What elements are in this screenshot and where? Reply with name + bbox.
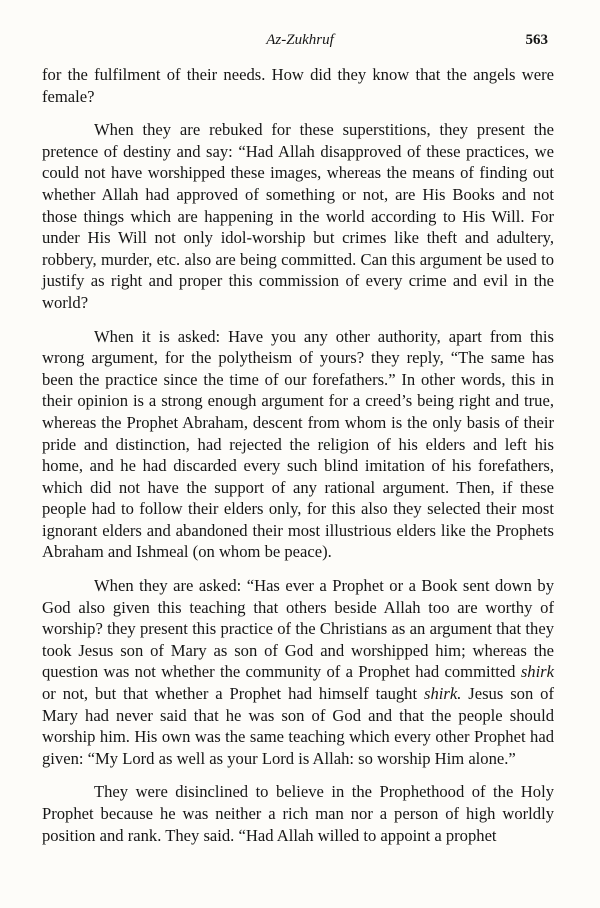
page-number: 563 — [525, 32, 548, 48]
paragraph-4-part-2: or not, but that whether a Prophet had himself taught — [42, 684, 425, 704]
term-shirk-2: shirk. — [424, 684, 462, 704]
paragraph-4-part-1: When they are asked: “Has ever a Prophet or a Book sent down by God also given this teaching that others beside Allah too are worthy of worship? they present this practice of the Christians as an argument that they took Jesus son of Mary as son of God and worshipped him; whereas the question was not whether the community of a Prophet had committed — [42, 576, 554, 682]
paragraph-2: When they are rebuked for these superstitions, they present the pretence of destiny and say: “Had Allah disapproved of these practices, we could not have worshipped these images, whereas the means of finding out whether Allah had approved of something or not, are His Books and not those things which are happening in the world according to His Will. For under His Will not only idol-worship but crimes like theft and adultery, robbery, murder, etc. also are being committed. Can this argument be used to justify as right and proper this commission of every crime and evil in the world? — [42, 120, 554, 312]
term-shirk: shirk — [520, 662, 554, 682]
body-text — [42, 64, 554, 846]
page-header — [0, 32, 600, 56]
paragraph-4-part-3: Jesus son of Mary had never said that he was son of God and that the people should worship him. His own was the same teaching which every other Prophet had given: “My Lord as well as your Lord is Allah: so worship Him alone.” — [42, 684, 554, 768]
running-title: Az-Zukhruf — [266, 32, 334, 48]
paragraph-1: for the fulfilment of their needs. How did they know that the angels were female? — [42, 65, 554, 106]
paragraph-4 — [42, 575, 554, 769]
paragraph-5: They were disinclined to believe in the Prophethood of the Holy Prophet because he was neither a rich man nor a person of high worldly position and rank. They said. “Had Allah willed to appoint a prophet — [42, 782, 554, 845]
paragraph-3: When it is asked: Have you any other authority, apart from this wrong argument, for the polytheism of yours? they reply, “The same has been the practice since the time of our forefathers.” In other words, this in their opinion is a strong enough argument for a creed’s being right and true, whereas the Prophet Abraham, descent from whom is the only basis of their pride and distinction, had rejected the religion of his elders and left his home, and he had discarded every such blind imitation of his forefathers, which did not have the support of any rational argument. Then, if these people had to follow their elders only, for this also they selected their most ignorant elders and abandoned their most illustrious elders like the Prophets Abraham and Ishmeal (on whom be peace). — [42, 326, 554, 562]
